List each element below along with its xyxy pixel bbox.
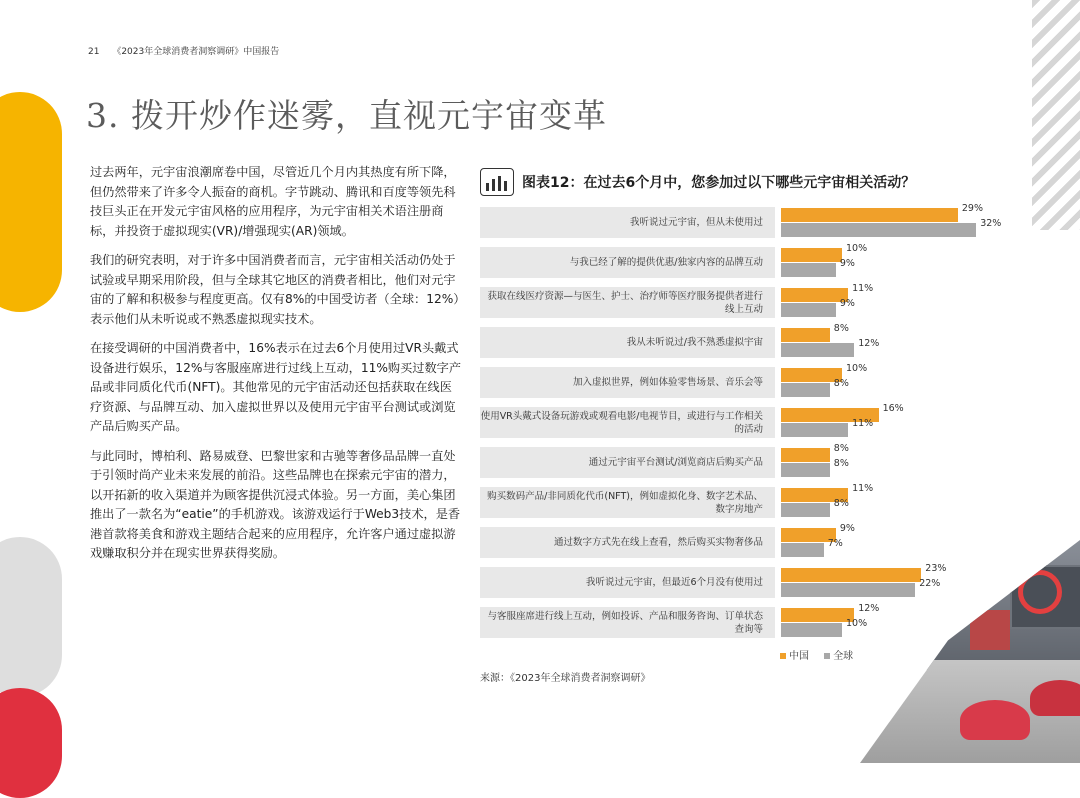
data-label: 10% bbox=[846, 618, 868, 629]
legend-item-china bbox=[780, 651, 809, 662]
paragraph-4: 与此同时，博柏利、路易威登、巴黎世家和古驰等奢侈品品牌一直处于引领时尚产业未来发展的前沿。这些品牌也在探索元宇宙的潜力，以开拓新的收入渠道并为顾客提供沉浸式体验。另一方面，美心集团推出了一款名为“eatie”的手机游戏。该游戏运行于Web3技术，是香港首款将美食和游戏主题结合起来的应用程序，允许客户通过虚拟游戏赚取积分并在现实世界获得奖励。 bbox=[90, 448, 461, 560]
bar-global bbox=[781, 623, 842, 637]
data-label: 11% bbox=[852, 283, 874, 294]
data-label: 8% bbox=[833, 378, 849, 389]
chart-row bbox=[480, 523, 1000, 558]
data-label: 8% bbox=[833, 443, 849, 454]
data-label: 8% bbox=[833, 458, 849, 469]
category-label: 加入虚拟世界，例如体验零售场景、音乐会等 bbox=[480, 367, 775, 398]
data-label: 10% bbox=[846, 243, 868, 254]
bar-global bbox=[781, 303, 836, 317]
category-label: 我听说过元宇宙，但从未使用过 bbox=[480, 207, 775, 238]
data-label: 10% bbox=[846, 363, 868, 374]
chart-row bbox=[480, 483, 1000, 518]
category-label: 获取在线医疗资源—与医生、护士、治疗师等医疗服务提供者进行线上互动 bbox=[480, 287, 775, 318]
category-label: 我听说过元宇宙，但最近6个月没有使用过 bbox=[480, 567, 775, 598]
data-label: 29% bbox=[961, 203, 984, 214]
bar-china bbox=[781, 328, 830, 342]
bar-global bbox=[781, 463, 830, 477]
category-label: 使用VR头戴式设备玩游戏或观看电影/电视节目，或进行与工作相关的活动 bbox=[480, 407, 775, 438]
data-label: 9% bbox=[839, 258, 855, 269]
bar-global bbox=[781, 263, 836, 277]
data-label: 23% bbox=[925, 563, 947, 574]
chart-legend bbox=[780, 647, 865, 662]
legend-label-china: 中国 bbox=[789, 651, 809, 662]
data-label: 16% bbox=[882, 403, 904, 414]
bar-global bbox=[781, 343, 854, 357]
bar-china bbox=[781, 568, 921, 582]
bar-global bbox=[781, 223, 976, 237]
data-label: 8% bbox=[833, 323, 849, 334]
data-label: 7% bbox=[827, 538, 843, 549]
chart-row bbox=[480, 403, 1000, 438]
paragraph-2: 我们的研究表明，对于许多中国消费者而言，元宇宙相关活动仍处于试验或早期采用阶段，但与全球其它地区的消费者相比，他们对元宇宙的了解和积极参与程度更高。仅有8%的中国受访者（全球：12%）表示他们从未听说或不熟悉虚拟现实技术。 bbox=[90, 253, 460, 326]
chart-row bbox=[480, 563, 1000, 598]
section-title: 3. 拨开炒作迷雾，直视元宇宙变革 bbox=[86, 96, 607, 135]
bar-chart-icon bbox=[480, 168, 514, 196]
bar-global bbox=[781, 423, 848, 437]
bar-global bbox=[781, 583, 915, 597]
paragraph-3: 在接受调研的中国消费者中，16%表示在过去6个月使用过VR头戴式设备进行娱乐，12%与客服座席进行过线上互动，11%购买过数字产品或非同质化代币(NFT)。其他常见的元宇宙活动还包括获取在线医疗资源、与品牌互动、加入虚拟世界以及使用元宇宙平台测试或浏览产品后购买产品。 bbox=[90, 341, 462, 433]
decorative-pill-yellow bbox=[0, 92, 62, 312]
paragraph-1: 过去两年，元宇宙浪潮席卷中国，尽管近几个月内其热度有所下降，但仍然带来了许多令人振奋的商机。字节跳动、腾讯和百度等领先科技巨头正在开发元宇宙风格的应用程序，为元宇宙相关术语注册商标，并投资于虚拟现实(VR)/增强现实(AR)领域。 bbox=[90, 165, 456, 238]
chart-title: 图表12：在过去6个月中，您参加过以下哪些元宇宙相关活动？ bbox=[522, 175, 916, 191]
data-label: 9% bbox=[839, 298, 855, 309]
bar-china bbox=[781, 608, 854, 622]
page-header bbox=[88, 44, 289, 57]
category-label: 通过元宇宙平台测试/浏览商店后购买产品 bbox=[480, 447, 775, 478]
data-label: 11% bbox=[852, 418, 874, 429]
bar-global bbox=[781, 543, 824, 557]
bar-global bbox=[781, 383, 830, 397]
data-label: 12% bbox=[858, 338, 880, 349]
category-label: 我从未听说过/我不熟悉虚拟宇宙 bbox=[480, 327, 775, 358]
chart-row bbox=[480, 203, 1002, 238]
category-label: 通过数字方式先在线上查看，然后购买实物奢侈品 bbox=[480, 527, 775, 558]
decorative-pill-grey bbox=[0, 537, 62, 697]
bar-china bbox=[781, 448, 830, 462]
bar-global bbox=[781, 503, 830, 517]
data-label: 12% bbox=[858, 603, 880, 614]
chart-row bbox=[480, 323, 1000, 358]
bar-china bbox=[781, 248, 842, 262]
data-label: 9% bbox=[839, 523, 855, 534]
decorative-pill-red bbox=[0, 688, 62, 798]
data-label: 22% bbox=[919, 578, 941, 589]
chart-row bbox=[480, 603, 1000, 638]
legend-item-global bbox=[824, 651, 853, 662]
category-label: 购买数码产品/非同质化代币(NFT)，例如虚拟化身、数字艺术品、数字房地产 bbox=[480, 487, 775, 518]
chart-row bbox=[480, 443, 1000, 478]
decorative-stripes bbox=[1032, 0, 1080, 230]
chart-row bbox=[480, 243, 1000, 278]
legend-label-global: 全球 bbox=[833, 651, 854, 662]
bar-china bbox=[781, 288, 848, 302]
chart-row bbox=[480, 363, 1000, 398]
data-label: 32% bbox=[980, 218, 1002, 229]
source-note: 来源：《2023年全球消费者洞察调研》 bbox=[480, 673, 651, 684]
data-label: 11% bbox=[852, 483, 874, 494]
data-label: 8% bbox=[833, 498, 849, 509]
chart-row bbox=[480, 283, 1000, 318]
category-label: 与我已经了解的提供优惠/独家内容的品牌互动 bbox=[480, 247, 775, 278]
category-label: 与客服座席进行线上互动，例如投诉、产品和服务咨询、订单状态查询等 bbox=[480, 607, 775, 638]
body-text bbox=[90, 163, 462, 574]
page-number: 21 bbox=[88, 47, 100, 57]
bar-china bbox=[781, 208, 958, 222]
document-title: 《2023年全球消费者洞察调研》中国报告 bbox=[112, 47, 280, 57]
